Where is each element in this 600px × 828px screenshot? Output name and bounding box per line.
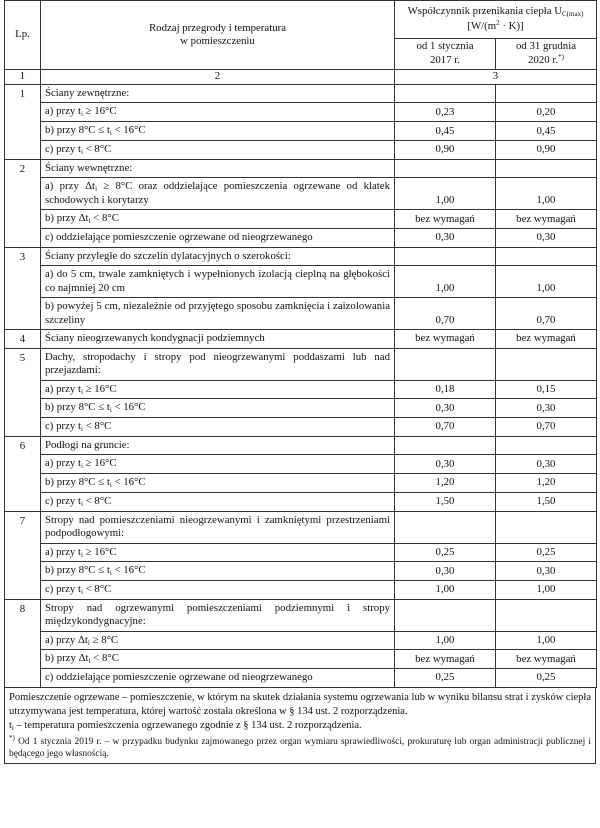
row-description bbox=[41, 599, 395, 687]
item-text: c) przy t bbox=[45, 583, 81, 596]
item-text: c) przy t bbox=[45, 494, 81, 507]
row-title: Ściany nieogrzewanych kondygnacji podziemnych bbox=[45, 332, 265, 345]
header-date1-line1: od 1 stycznia bbox=[416, 40, 474, 53]
header-date-2020 bbox=[496, 38, 597, 69]
header-unit-post: · K)] bbox=[499, 19, 524, 32]
row-item-label bbox=[41, 103, 394, 122]
item-text: a) do 5 cm, trwale zamkniętych i wypełnionych izolacją cieplną na głębokości co najmniej 20 cm bbox=[45, 268, 390, 294]
item-subscript: i bbox=[88, 217, 91, 226]
note-footnote-text: Od 1 stycznia 2019 r. – w przypadku budynku zajmowanego przez organ wymiaru sprawiedliwości, prokuraturę lub organ administracji publicznej i będącego jego własnością. bbox=[9, 736, 591, 760]
item-text-rest: ≥ 16°C bbox=[82, 105, 117, 118]
item-text: b) przy 8°C ≤ t bbox=[45, 124, 110, 137]
colnum-2 bbox=[41, 70, 395, 85]
value-2017: 0,70 bbox=[435, 420, 455, 433]
row-value-2020 bbox=[496, 85, 597, 160]
row-item-label bbox=[41, 122, 394, 141]
row-value-2020 bbox=[496, 159, 597, 247]
value-2017: 0,45 bbox=[395, 122, 495, 141]
row-title: Stropy nad ogrzewanymi pomieszczeniami podziemnymi i stropy międzykondygnacyjne: bbox=[41, 600, 394, 632]
header-coefficient bbox=[395, 1, 597, 39]
header-description-line1: Rodzaj przegrody i temperatura bbox=[148, 21, 286, 34]
item-text: b) przy 8°C ≤ t bbox=[45, 564, 110, 577]
value-spacer bbox=[395, 512, 495, 544]
row-item-label bbox=[41, 266, 394, 298]
table-row bbox=[5, 159, 597, 247]
item-text: b) przy 8°C ≤ t bbox=[45, 401, 110, 414]
row-title: Podłogi na gruncie: bbox=[41, 437, 394, 455]
value-2020: 0,25 bbox=[536, 671, 556, 684]
row-item-label bbox=[41, 298, 394, 329]
value-2017: 0,90 bbox=[435, 143, 455, 156]
value-2017: 0,23 bbox=[395, 103, 495, 122]
row-description bbox=[41, 348, 395, 436]
header-date2-footnote-mark: *) bbox=[558, 53, 564, 62]
value-2017: bez wymagań bbox=[395, 650, 495, 669]
row-description bbox=[41, 436, 395, 511]
item-text-rest: < 8°C bbox=[90, 652, 119, 665]
row-item-label bbox=[41, 544, 394, 563]
header-description bbox=[41, 1, 395, 70]
row-description bbox=[41, 85, 395, 160]
row-value-2020 bbox=[496, 511, 597, 599]
row-value-2017 bbox=[395, 348, 496, 436]
row-number: 3 bbox=[5, 247, 41, 329]
value-2020: 0,30 bbox=[496, 399, 596, 418]
row-item-label bbox=[41, 581, 394, 599]
item-text-rest: ≥ 16°C bbox=[82, 457, 117, 470]
colnum-1 bbox=[5, 70, 41, 85]
value-2017: 0,25 bbox=[395, 544, 495, 563]
row-item-label bbox=[41, 141, 394, 159]
value-2017: 1,00 bbox=[395, 266, 495, 298]
table-row bbox=[5, 247, 597, 329]
item-subscript: i bbox=[109, 481, 112, 490]
item-text-rest: < 16°C bbox=[111, 476, 146, 489]
note-ti-symbol: t bbox=[9, 720, 12, 732]
row-value-2017 bbox=[395, 330, 496, 348]
colnum-3 bbox=[395, 70, 597, 85]
item-text: b) przy 8°C ≤ t bbox=[45, 476, 110, 489]
value-2017: 1,50 bbox=[435, 495, 455, 508]
header-coefficient-subscript: C(max) bbox=[562, 10, 584, 19]
header-coefficient-title: Współczynnik przenikania ciepła U bbox=[407, 5, 563, 18]
value-spacer bbox=[395, 248, 495, 266]
value-2020: 1,00 bbox=[496, 266, 596, 298]
row-description bbox=[41, 330, 395, 348]
row-item-label bbox=[41, 632, 394, 651]
table-row bbox=[5, 599, 597, 687]
item-text: a) przy t bbox=[45, 105, 81, 118]
item-text-rest: < 8°C bbox=[82, 420, 112, 433]
item-text: a) przy Δt bbox=[45, 633, 88, 646]
item-subscript: i bbox=[80, 499, 83, 508]
item-text-rest: < 8°C bbox=[82, 583, 112, 596]
row-title: Dachy, stropodachy i stropy pod nieogrzewanymi poddaszami lub nad przejazdami: bbox=[41, 349, 394, 381]
table-row bbox=[5, 348, 597, 436]
item-text-rest: ≥ 8°C bbox=[89, 633, 119, 646]
value-2020: 0,70 bbox=[536, 420, 556, 433]
item-subscript: i bbox=[87, 638, 90, 647]
value-2020: bez wymagań bbox=[496, 210, 596, 229]
header-description-line2: w pomieszczeniu bbox=[180, 35, 255, 47]
value-2017: 1,00 bbox=[395, 178, 495, 210]
value-2020: 0,30 bbox=[536, 231, 556, 244]
value-spacer bbox=[395, 160, 495, 178]
item-subscript: i bbox=[109, 129, 112, 138]
item-subscript: i bbox=[95, 185, 98, 194]
row-number: 5 bbox=[5, 348, 41, 436]
item-subscript: i bbox=[88, 657, 91, 666]
table-body bbox=[5, 85, 597, 688]
row-value-2017 bbox=[395, 599, 496, 687]
value-2020: 0,15 bbox=[496, 381, 596, 400]
colnum-1-text: 1 bbox=[19, 70, 26, 83]
row-value-2017 bbox=[395, 436, 496, 511]
value-2020: bez wymagań bbox=[496, 650, 596, 669]
item-text-rest: < 16°C bbox=[111, 401, 146, 414]
row-item-label bbox=[41, 493, 394, 511]
item-subscript: i bbox=[80, 588, 83, 597]
item-subscript: i bbox=[80, 462, 83, 471]
value-spacer bbox=[496, 512, 596, 544]
item-text-rest: < 16°C bbox=[111, 124, 146, 137]
value-spacer bbox=[496, 248, 596, 266]
row-item-label bbox=[41, 418, 394, 436]
table-row bbox=[5, 330, 597, 348]
row-value-2017 bbox=[395, 511, 496, 599]
row-description bbox=[41, 247, 395, 329]
item-subscript: i bbox=[109, 406, 112, 415]
item-subscript: i bbox=[80, 110, 83, 119]
value-spacer bbox=[496, 437, 596, 455]
row-value-2017 bbox=[395, 159, 496, 247]
value-2020: 1,20 bbox=[496, 474, 596, 493]
value-spacer bbox=[496, 600, 596, 632]
item-text-rest: < 8°C bbox=[90, 212, 119, 225]
note-footnote-mark: *) bbox=[9, 733, 15, 742]
item-text: c) przy t bbox=[45, 142, 81, 155]
item-text: c) przy t bbox=[45, 420, 81, 433]
item-text: a) przy t bbox=[45, 457, 81, 470]
value-spacer bbox=[395, 437, 495, 455]
value-2020: 0,30 bbox=[496, 455, 596, 474]
value-2017: 0,18 bbox=[395, 381, 495, 400]
item-subscript: i bbox=[80, 425, 83, 434]
row-title: Ściany wewnętrzne: bbox=[41, 160, 394, 178]
row-value-2017 bbox=[395, 247, 496, 329]
item-subscript: i bbox=[80, 550, 83, 559]
colnum-2-text: 2 bbox=[214, 70, 221, 83]
row-title: Stropy nad pomieszczeniami nieogrzewanymi i zamkniętymi przestrzeniami podpodłogowymi: bbox=[41, 512, 394, 544]
value-2017: 0,30 bbox=[395, 399, 495, 418]
value-2020: 1,00 bbox=[496, 632, 596, 651]
row-item-label bbox=[41, 650, 394, 669]
row-value-2020 bbox=[496, 330, 597, 348]
table-row bbox=[5, 436, 597, 511]
row-item-label bbox=[41, 399, 394, 418]
note-heated-room-definition: Pomieszczenie ogrzewane – pomieszczenie, w którym na skutek działania systemu ogrzewania lub w wyniku bilansu strat i zysków ciepła utrzymywana jest temperatura, której wartość została określona w § 134 ust. 2 rozporządzenia. bbox=[9, 691, 591, 717]
row-value-2020 bbox=[496, 247, 597, 329]
value-2020: 0,90 bbox=[536, 143, 556, 156]
table-row bbox=[5, 511, 597, 599]
regulation-table-page bbox=[4, 0, 596, 764]
row-number: 7 bbox=[5, 511, 41, 599]
value-2017: 1,00 bbox=[435, 583, 455, 596]
value-2020: 0,70 bbox=[536, 313, 556, 326]
value-2017: 0,30 bbox=[395, 455, 495, 474]
row-item-label bbox=[41, 229, 394, 246]
item-text-rest: < 16°C bbox=[111, 564, 146, 577]
item-subscript: i bbox=[109, 569, 112, 578]
row-item-label bbox=[41, 210, 394, 229]
row-title: Ściany przyległe do szczelin dylatacyjnych o szerokości: bbox=[41, 248, 394, 266]
header-date2-line2: 2020 r. bbox=[528, 54, 559, 67]
value-spacer bbox=[496, 85, 596, 103]
row-number: 2 bbox=[5, 159, 41, 247]
row-number: 8 bbox=[5, 599, 41, 687]
item-text-rest: ≥ 8°C oraz oddzielające pomieszczenia ogrzewane od klatek schodowych i korytarzy bbox=[45, 180, 390, 206]
value-spacer bbox=[496, 160, 596, 178]
item-text-rest: < 8°C bbox=[82, 142, 112, 155]
table-notes bbox=[4, 688, 596, 764]
heat-transfer-table bbox=[4, 0, 597, 688]
row-value-2017 bbox=[395, 85, 496, 160]
item-subscript: i bbox=[80, 147, 83, 156]
value-2020: bez wymagań bbox=[516, 332, 576, 345]
row-item-label bbox=[41, 178, 394, 210]
value-2017: 0,25 bbox=[435, 671, 455, 684]
row-value-2020 bbox=[496, 599, 597, 687]
header-unit-pre: [W/(m bbox=[467, 19, 497, 32]
value-2020: 0,30 bbox=[496, 562, 596, 581]
item-text-rest: ≥ 16°C bbox=[82, 545, 117, 558]
value-2017: 0,30 bbox=[435, 231, 455, 244]
value-2020: 1,00 bbox=[496, 178, 596, 210]
row-number: 4 bbox=[5, 330, 41, 348]
item-text-rest: ≥ 16°C bbox=[82, 382, 117, 395]
value-2017: 0,70 bbox=[435, 313, 455, 326]
item-text: b) przy Δt bbox=[45, 652, 89, 665]
note-ti-text: – temperatura pomieszczenia ogrzewanego zgodnie z § 134 ust. 2 rozporządzenia. bbox=[13, 720, 362, 732]
row-value-2020 bbox=[496, 348, 597, 436]
item-text: c) oddzielające pomieszczenie ogrzewane od nieogrzewanego bbox=[45, 231, 313, 244]
header-lp bbox=[5, 1, 41, 70]
value-2017: 1,00 bbox=[395, 632, 495, 651]
value-2020: 1,00 bbox=[536, 583, 556, 596]
note-footnote bbox=[9, 734, 591, 761]
value-2020: 0,45 bbox=[496, 122, 596, 141]
row-value-2020 bbox=[496, 436, 597, 511]
header-date2-line1: od 31 grudnia bbox=[516, 39, 576, 52]
value-2020: 0,25 bbox=[496, 544, 596, 563]
value-spacer bbox=[395, 600, 495, 632]
value-2017: bez wymagań bbox=[395, 210, 495, 229]
value-spacer bbox=[496, 349, 596, 381]
note-ti-subscript: i bbox=[11, 724, 14, 733]
value-2017: 1,20 bbox=[395, 474, 495, 493]
row-item-label bbox=[41, 455, 394, 474]
row-title: Ściany zewnętrzne: bbox=[41, 85, 394, 103]
row-item-label bbox=[41, 381, 394, 400]
value-2017: 0,30 bbox=[395, 562, 495, 581]
note-ti-definition bbox=[9, 719, 591, 733]
row-item-label bbox=[41, 474, 394, 493]
item-subscript: i bbox=[80, 387, 83, 396]
header-date1-line2: 2017 r. bbox=[430, 53, 460, 66]
item-text: a) przy t bbox=[45, 382, 81, 395]
item-text: a) przy t bbox=[45, 545, 81, 558]
item-text-rest: < 8°C bbox=[82, 494, 112, 507]
item-text: b) przy Δt bbox=[45, 212, 89, 225]
value-2017: bez wymagań bbox=[415, 332, 475, 345]
item-text: b) powyżej 5 cm, niezależnie od przyjętego sposobu zamknięcia i zaizolowania szczeliny bbox=[45, 300, 390, 326]
row-item-label bbox=[41, 562, 394, 581]
value-spacer bbox=[395, 85, 495, 103]
value-2020: 1,50 bbox=[536, 495, 556, 508]
row-item-label bbox=[41, 669, 394, 686]
colnum-3-text: 3 bbox=[492, 70, 499, 83]
item-text: a) przy Δt bbox=[45, 180, 96, 193]
row-description bbox=[41, 159, 395, 247]
header-unit-sup: 2 bbox=[496, 18, 500, 27]
table-row bbox=[5, 85, 597, 160]
value-spacer bbox=[395, 349, 495, 381]
row-description bbox=[41, 511, 395, 599]
row-number: 6 bbox=[5, 436, 41, 511]
header-date-2017 bbox=[395, 38, 496, 69]
value-2020: 0,20 bbox=[496, 103, 596, 122]
row-number: 1 bbox=[5, 85, 41, 160]
header-lp-text: Lp. bbox=[15, 28, 30, 41]
item-text: c) oddzielające pomieszczenie ogrzewane od nieogrzewanego bbox=[45, 671, 313, 684]
